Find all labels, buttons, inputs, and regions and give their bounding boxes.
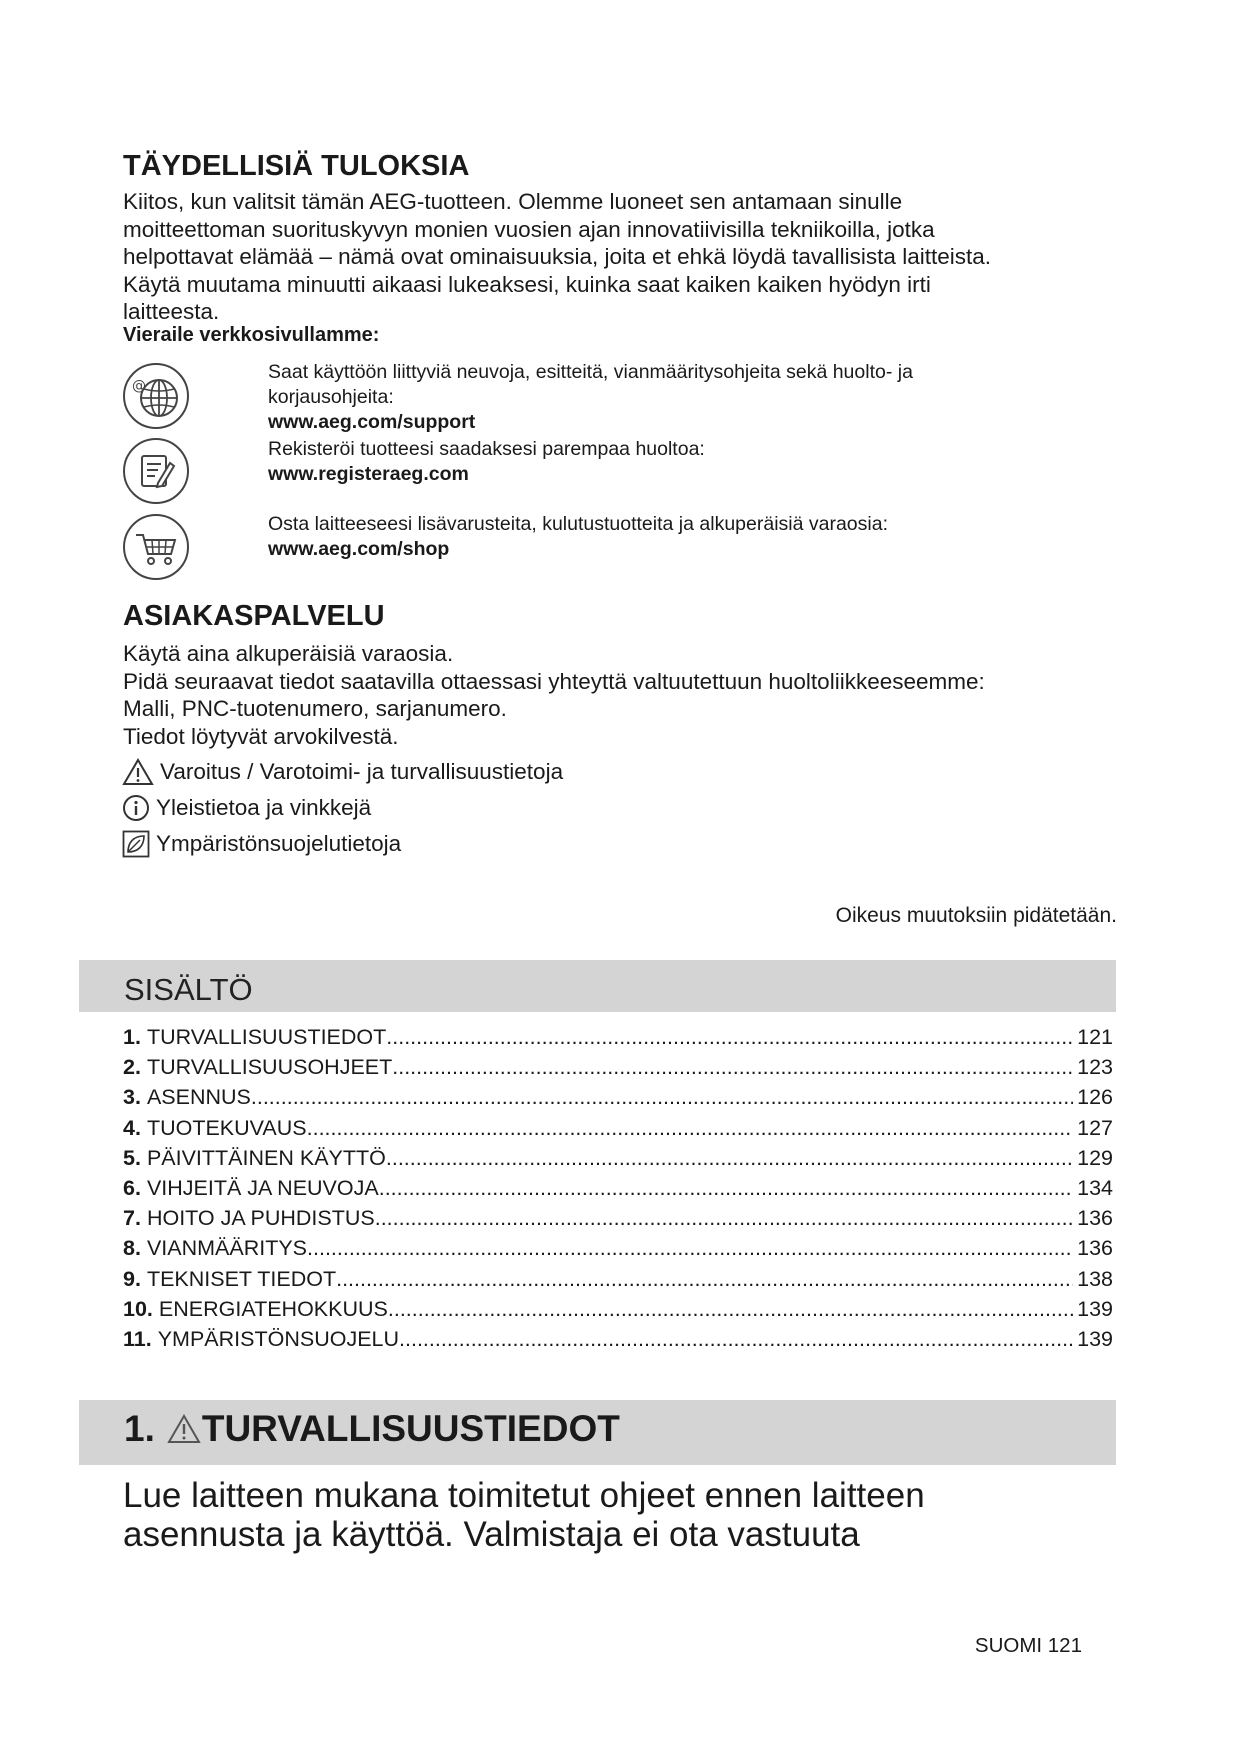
toc-entry-page: 127 — [1077, 1115, 1113, 1140]
toc-entry-title: PÄIVITTÄINEN KÄYTTÖ — [146, 1145, 386, 1170]
customer-service-heading: ASIAKASPALVELU — [123, 600, 385, 632]
toc-leader — [386, 1025, 1073, 1050]
intro-line: moitteettoman suorituskyvyn monien vuosien ajan innovatiivisilla tekniikoilla, jotka — [123, 216, 935, 242]
toc-entry[interactable] — [123, 1176, 1113, 1206]
intro-line: Käytä muutama minuutti aikaasi lukeaksesi, kuinka saat kaiken kaiken hyödyn irti — [123, 271, 931, 297]
toc-leader — [307, 1236, 1073, 1261]
legend-info — [122, 794, 371, 822]
section-number: 1. — [124, 1408, 155, 1449]
results-heading: TÄYDELLISIÄ TULOKSIA — [123, 150, 470, 182]
section-intro — [123, 1476, 925, 1554]
service-line: Tiedot löytyvät arvokilvestä. — [123, 723, 399, 749]
toc-entry-page: 121 — [1077, 1025, 1113, 1049]
toc-entry-page: 139 — [1077, 1296, 1113, 1321]
shop-link[interactable]: www.aeg.com/shop — [268, 538, 450, 560]
support-item — [268, 360, 913, 435]
toc-leader — [379, 1176, 1073, 1201]
toc-entry-page: 136 — [1077, 1206, 1113, 1231]
toc-entry-number: 10. — [123, 1296, 153, 1321]
toc-entry[interactable] — [123, 1327, 1113, 1357]
toc-entry-number: 9. — [123, 1266, 141, 1291]
warning-icon — [167, 1414, 201, 1444]
register-text: Rekisteröi tuotteesi saadaksesi parempaa huoltoa: — [268, 438, 705, 460]
support-text-cont: korjausohjeita: — [268, 386, 394, 408]
toc-leader — [375, 1206, 1073, 1231]
toc-entry-page: 123 — [1077, 1055, 1113, 1080]
toc-entry-title: TUOTEKUVAUS — [146, 1115, 307, 1140]
toc-entry-title: HOITO JA PUHDISTUS — [146, 1206, 375, 1231]
service-line: Käytä aina alkuperäisiä varaosia. — [123, 641, 454, 666]
toc-entry-number: 7. — [123, 1206, 141, 1231]
support-text: Saat käyttöön liittyviä neuvoja, esitteitä, vianmääritysohjeita sekä huolto- ja — [268, 361, 913, 383]
intro-line: Kiitos, kun valitsit tämän AEG-tuotteen. Olemme luoneet sen antamaan sinulle — [123, 189, 903, 214]
shopping-cart-icon — [122, 513, 190, 581]
toc-leader — [392, 1055, 1073, 1080]
toc-entry-page: 129 — [1077, 1145, 1113, 1170]
intro-line: laitteesta. — [123, 299, 220, 324]
register-link[interactable]: www.registeraeg.com — [268, 463, 469, 485]
toc-entry-page: 126 — [1077, 1085, 1113, 1110]
toc-entry-number: 6. — [123, 1175, 141, 1200]
section-intro-line: Lue laitteen mukana toimitetut ohjeet ennen laitteen — [123, 1476, 925, 1515]
intro-line: helpottavat elämää – nämä ovat ominaisuuksia, joita et ehkä löydä tavallisista laitteista. — [123, 244, 991, 269]
toc-entry-number: 5. — [123, 1145, 141, 1170]
toc-leader — [386, 1146, 1073, 1171]
toc-entry-title: ENERGIATEHOKKUUS — [158, 1296, 388, 1321]
toc-entry-page: 136 — [1077, 1236, 1113, 1261]
toc-entry[interactable] — [123, 1297, 1113, 1327]
intro-paragraph — [123, 188, 1123, 326]
toc-entry-title: VIHJEITÄ JA NEUVOJA — [146, 1175, 379, 1200]
toc-entry-title: TEKNISET TIEDOT — [146, 1266, 337, 1291]
table-of-contents — [123, 1025, 1113, 1357]
toc-entry-number: 3. — [123, 1085, 141, 1110]
shop-text: Osta laitteeseesi lisävarusteita, kulutustuotteita ja alkuperäisiä varaosia: — [268, 513, 888, 535]
globe-icon — [122, 362, 190, 430]
shop-item — [268, 512, 888, 562]
toc-entry[interactable] — [123, 1085, 1113, 1115]
section-title-text: TURVALLISUUSTIEDOT — [201, 1408, 620, 1449]
toc-entry[interactable] — [123, 1055, 1113, 1085]
register-item — [268, 437, 705, 487]
warning-icon — [122, 758, 154, 786]
section-intro-line: asennusta ja käyttöä. Valmistaja ei ota vastuuta — [123, 1515, 860, 1554]
toc-entry-title: TURVALLISUUSOHJEET — [146, 1055, 393, 1080]
toc-leader — [251, 1085, 1073, 1110]
legend-warning-text: Varoitus / Varotoimi- ja turvallisuustietoja — [160, 759, 564, 784]
service-paragraph — [123, 640, 1123, 750]
info-icon — [122, 794, 150, 822]
toc-entry-page: 138 — [1077, 1266, 1113, 1291]
rights-notice: Oikeus muutoksiin pidätetään. — [835, 904, 1117, 927]
service-line: Malli, PNC-tuotenumero, sarjanumero. — [123, 696, 507, 721]
toc-entry-number: 8. — [123, 1236, 141, 1261]
register-icon — [122, 437, 190, 505]
toc-entry-number: 4. — [123, 1115, 141, 1140]
svg-text:@: @ — [132, 378, 146, 394]
toc-leader — [307, 1116, 1074, 1141]
legend-environment-text: Ympäristönsuojelutietoja — [156, 831, 402, 856]
toc-entry[interactable] — [123, 1236, 1113, 1266]
page-footer: SUOMI 121 — [974, 1634, 1082, 1657]
support-link[interactable]: www.aeg.com/support — [268, 411, 476, 433]
toc-entry[interactable] — [123, 1025, 1113, 1055]
legend-environment — [122, 830, 401, 858]
toc-leader — [336, 1267, 1073, 1292]
toc-entry-title: YMPÄRISTÖNSUOJELU — [157, 1326, 400, 1351]
toc-entry-page: 139 — [1077, 1326, 1113, 1351]
legend-warning — [122, 758, 563, 786]
toc-entry[interactable] — [123, 1116, 1113, 1146]
toc-leader — [388, 1297, 1073, 1322]
toc-entry-number: 2. — [123, 1055, 141, 1080]
toc-entry-number: 11. — [123, 1326, 152, 1351]
toc-title: SISÄLTÖ — [124, 972, 253, 1007]
toc-entry-page: 134 — [1077, 1175, 1113, 1200]
section-title — [124, 1408, 620, 1450]
legend-info-text: Yleistietoa ja vinkkejä — [156, 795, 372, 820]
visit-website-label: Vieraile verkkosivullamme: — [123, 324, 380, 346]
toc-entry[interactable] — [123, 1146, 1113, 1176]
toc-entry-number: 1. — [123, 1025, 141, 1049]
toc-leader — [399, 1327, 1073, 1352]
toc-entry-title: TURVALLISUUSTIEDOT — [146, 1025, 387, 1049]
toc-entry-title: VIANMÄÄRITYS — [146, 1236, 308, 1261]
toc-entry[interactable] — [123, 1206, 1113, 1236]
leaf-icon — [122, 830, 150, 858]
toc-entry[interactable] — [123, 1267, 1113, 1297]
service-line: Pidä seuraavat tiedot saatavilla ottaessasi yhteyttä valtuutettuun huoltoliikkeeseemme: — [123, 668, 985, 694]
toc-entry-title: ASENNUS — [146, 1085, 251, 1110]
